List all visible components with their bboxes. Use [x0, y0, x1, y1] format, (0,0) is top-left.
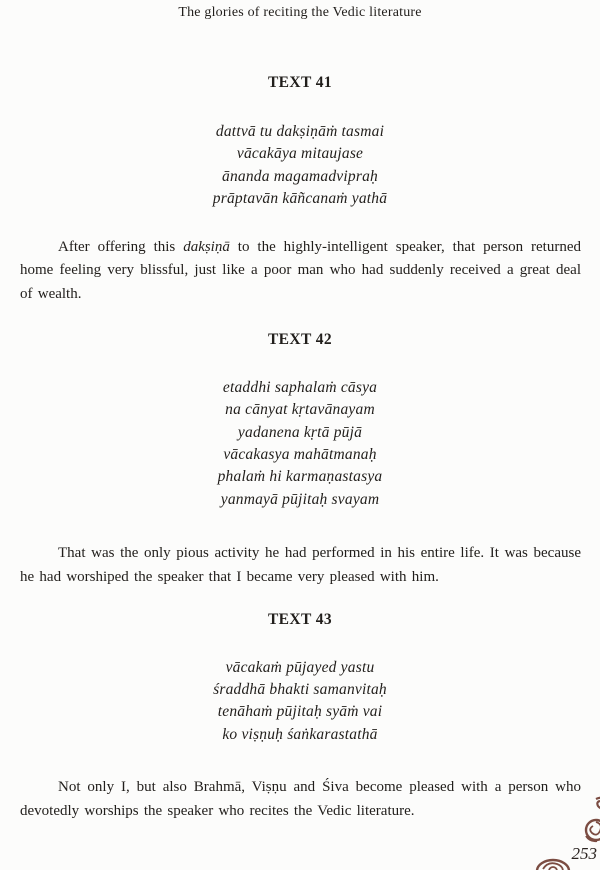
verse-line: phalaṁ hi karmaṇastasya [217, 468, 383, 486]
page-number: 253 [571, 844, 597, 863]
translation-italic-term: dakṣiṇā [183, 238, 230, 255]
translation-text: That was the only pious activity he had performed in his entire life. It was because he had worshiped the speaker that I became very pleased with him. [20, 545, 581, 585]
seal-stamp-icon-bottom [533, 853, 573, 870]
text-43-translation [20, 776, 581, 823]
text-42-translation [20, 542, 581, 589]
verse-line: vācakasya mahātmanaḥ [223, 445, 377, 463]
verse-line: na cānyat kṛtavānayam [225, 401, 375, 419]
text-42-heading: TEXT 42 [267, 330, 333, 348]
running-header: The glories of reciting the Vedic literature [178, 5, 422, 20]
text-41-heading: TEXT 41 [267, 74, 333, 91]
text-41-translation [20, 236, 581, 307]
translation-text: to the highly-intelligent speaker, that person returned home feeling very blissful, just like a poor man who had suddenly received a great deal of wealth. [20, 238, 581, 303]
verse-line: ānanda magamadvipraḥ [222, 167, 378, 185]
text-42-verse [0, 377, 600, 511]
text-43-verse [0, 657, 600, 747]
verse-line: śraddhā bhakti samanvitaḥ [213, 680, 387, 698]
verse-line: tenāhaṁ pūjitaḥ syāṁ vai [217, 703, 383, 721]
verse-line: vācakaṁ pūjayed yastu [225, 658, 375, 676]
translation-text: After offering this [58, 238, 184, 255]
verse-line: yanmayā pūjitaḥ svayam [220, 490, 380, 508]
verse-line: etaddhi saphalaṁ cāsya [222, 378, 378, 396]
section-text-43 [0, 611, 600, 824]
seal-stamp-icon-right-edge [566, 796, 600, 848]
text-43-heading: TEXT 43 [267, 610, 333, 628]
section-text-41 [0, 74, 600, 307]
verse-line: ko viṣṇuḥ śaṅkarastathā [222, 725, 378, 743]
translation-text: Not only I, but also Brahmā, Viṣṇu and Śiva become pleased with a person who devotedly worships the speaker who recites the Vedic literature. [20, 779, 581, 819]
verse-line: vācakāya mitaujase [236, 145, 364, 163]
verse-line: dattvā tu dakṣiṇāṁ tasmai [215, 123, 385, 140]
section-text-42 [0, 331, 600, 590]
text-41-verse [0, 121, 600, 211]
verse-line: prāptavān kāñcanaṁ yathā [212, 190, 388, 208]
verse-line: yadanena kṛtā pūjā [237, 423, 363, 441]
